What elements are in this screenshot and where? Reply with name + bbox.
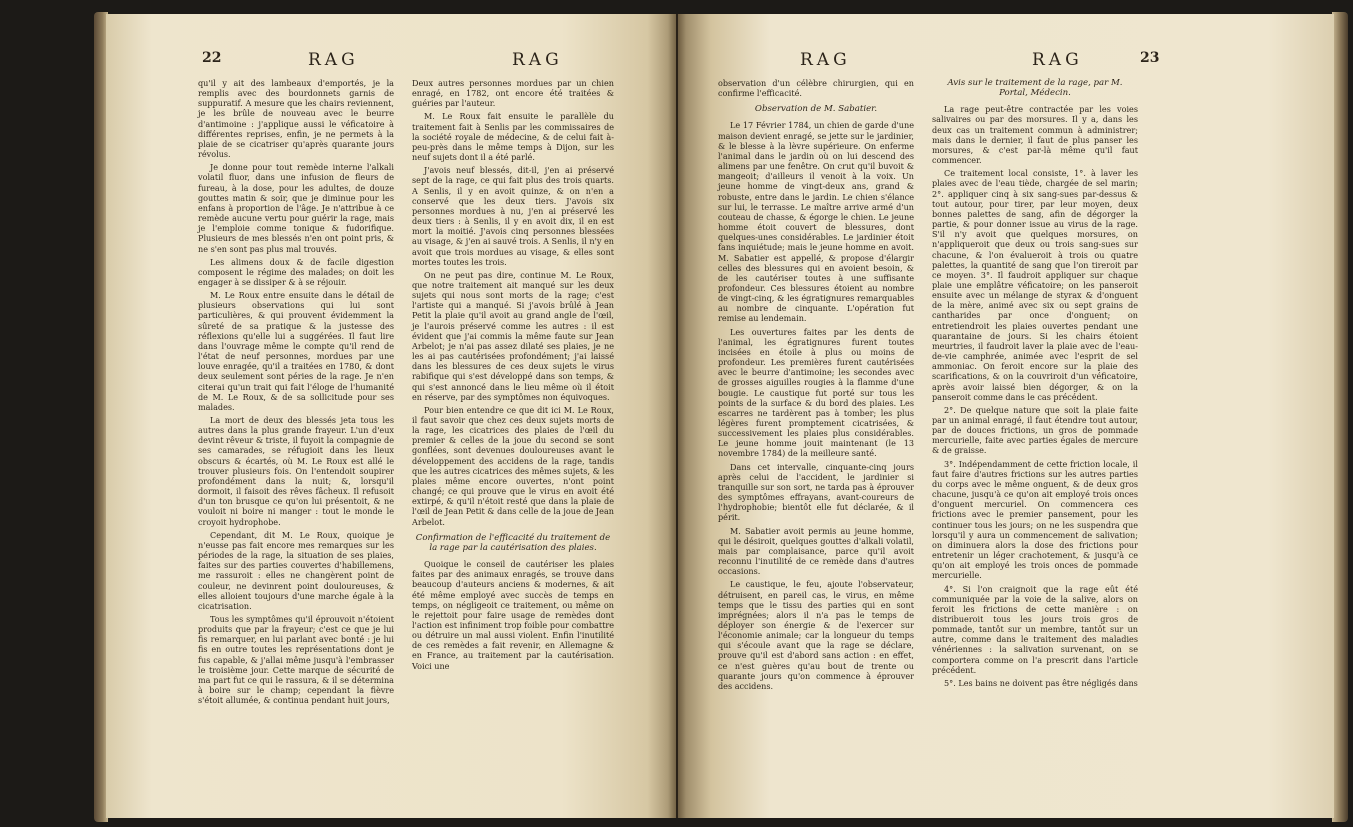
paragraph: Les alimens doux & de facile digestion composent le régime des malades; on doit les engager à se dissiper & à se réjouir.	[198, 256, 394, 287]
left-running-head-2: RAG	[512, 50, 563, 70]
section-heading: Observation de M. Sabatier.	[754, 104, 878, 115]
paragraph: Cependant, dit M. Le Roux, quoique je n'eusse pas fait encore mes remarques sur les périodes de la rage, la situation de ses plaies, faites sur des parties couvertes d'habillemens, me rassuroit : elles ne changèrent point de couleur, ne devinrent point douloureuses, & elles alloient toujours d'une marche égale à la cicatrisation.	[198, 529, 394, 611]
paragraph: Le 17 Février 1784, un chien de garde d'une maison devient enragé, se jette sur le jardinier, & le blesse à la lèvre supérieure. On enferme l'animal dans le jardin où on lui descend des alimens par une fenêtre. On crut qu'il buvoit & mangeoit; d'ailleurs il venoit à la voix. Un jeune homme de vingt-deux ans, grand & robuste, entre dans le jardin. Le chien s'élance sur lui, le terrasse. Le maître arrive armé d'un couteau de chasse, & égorge le chien. Le jeune homme étoit couvert de blessures, dont quelques-unes considérables. Le jardinier étoit fans inquiétude; mais le jeune homme en avoit. M. Sabatier est appellé, & propose d'élargir celles des blessures qui en avoient besoin, & de les cautériser toutes à une suffisante profondeur. Ces blessures étoient au nombre de vingt-cinq, & les égratignures remarquables au nombre de cinquante. L'opération fut remise au lendemain.	[718, 120, 914, 324]
paragraph: La mort de deux des blessés jeta tous les autres dans la plus grande frayeur. L'un d'eux devint rêveur & triste, il fuyoit la compagnie de ses camarades, se réfugioit dans les lieux obscurs & écartés, où M. Le Roux est allé le trouver plusieurs fois. On l'entendoit soupirer profondément dans la nuit; &, lorsqu'il dormoit, il faisoit des rêves fâcheux. Il refusoit d'un ton brusque ce qu'on lui présentoit, & ne vouloit ni boire ni manger : tout le monde le croyoit hydrophobe.	[198, 415, 394, 527]
paragraph: qu'il y ait des lambeaux d'emportés, je la remplis avec des bourdonnets garnis de suppuratif. A mesure que les chairs reviennent, je les brûle de nouveau avec le beurre d'antimoine : j'applique aussi le véficatoire à différentes reprises, enfin, je ne permets à la plaie de se cicatriser qu'après quarante jours révolus.	[198, 78, 394, 160]
paragraph: Je donne pour tout remède interne l'alkali volatil fluor, dans une infusion de fleurs de fureau, à la dose, pour les adultes, de douze gouttes matin & soir, que je diminue pour les enfans à proportion de l'âge. Je n'attribue à ce remède aucune vertu pour guérir la rage, mais je l'emploie comme tonique & fudorifique. Plusieurs de mes blessés n'en ont point pris, & ne s'en sont pas plus mal trouvés.	[198, 162, 394, 254]
paragraph: Pour bien entendre ce que dit ici M. Le Roux, il faut savoir que chez ces deux sujets morts de la rage, les cicatrices des plaies de l'œil du premier & celles de la joue du second se sont gonflées, sont devenues douloureuses avant le développement des accidens de la rage, tandis que les autres cicatrices des mêmes sujets, & les plaies même encore ouvertes, n'ont point changé; ce qui prouve que le virus en avoit été extirpé, & qu'il n'étoit resté que dans la plaie de l'œil de Jean Petit & dans celle de la joue de Jean Arbelot.	[412, 404, 614, 527]
right-column-2	[932, 78, 1138, 691]
paragraph: M. Le Roux fait ensuite le parallèle du traitement fait à Senlis par les commissaires de la société royale de médecine, & de celui fait à-peu-près dans le même temps à Dijon, sur les neuf sujets dont il a été parlé.	[412, 111, 614, 163]
right-column-1	[718, 78, 914, 694]
book-gutter	[668, 14, 686, 818]
left-running-head-1: RAG	[308, 50, 359, 70]
left-page-number: 22	[202, 50, 222, 66]
left-column-1	[198, 78, 394, 708]
paragraph: 4°. Si l'on craignoit que la rage eût été communiquée par la voie de la salive, alors on feroit les frictions de cette manière : on distribueroit tous les jours trois gros de pommade, tantôt sur un membre, tantôt sur un autre, comme dans le traitement des maladies vénériennes : la salivation survenant, on se comportera comme on l'a prescrit dans l'article précédent.	[932, 583, 1138, 675]
right-running-head-1: RAG	[800, 50, 851, 70]
paragraph: M. Sabatier avoit permis au jeune homme, qui le désiroit, quelques gouttes d'alkali volatil, mais par complaisance, parce qu'il avoit reconnu l'inutilité de ce remède dans d'autres occasions.	[718, 525, 914, 577]
paragraph: M. Le Roux entre ensuite dans le détail de plusieurs observations qui lui sont particulières, & qui prouvent évidemment la sûreté de sa pratique & la justesse des réflexions qu'elle lui a suggérées. Il faut lire dans l'ouvrage même le compte qu'il rend de l'état de neuf personnes, mordues par une louve enragée, qu'il a traitées en 1780, & dont deux seulement sont péries de la rage. Je n'en citerai qu'un trait qui fait l'éloge de l'humanité de M. Le Roux, & de sa sollicitude pour ses malades.	[198, 290, 394, 412]
paragraph: observation d'un célèbre chirurgien, qui en confirme l'efficacité.	[718, 78, 914, 99]
right-running-head-2: RAG	[1032, 50, 1083, 70]
book-edge-right	[1332, 12, 1348, 822]
paragraph: Les ouvertures faites par les dents de l'animal, les égratignures furent toutes incisées en étoile à plus ou moins de profondeur. Les premières furent cautérisées avec le beurre d'antimoine; les secondes avec de grosses aiguilles rougies à la flamme d'une bougie. Le caustique fut porté sur tous les points de la surface & du bord des plaies. Les escarres ne tardèrent pas à tomber; les plus légères furent promptement cicatrisées, & successivement les plaies plus considérables. Le jeune homme jouit maintenant (le 13 novembre 1784) de la meilleure santé.	[718, 326, 914, 459]
paragraph: Quoique le conseil de cautériser les plaies faites par des animaux enragés, se trouve dans beaucoup d'auteurs anciens & modernes, & ait été même employé avec succès de temps en temps, on négligeoit ce traitement, ou même on le rejettoit pour faire usage de remèdes dont l'action est infiniment trop foible pour combattre ou détruire un mal aussi violent. Enfin l'inutilité de ces remèdes a fait revenir, en Allemagne & en France, au traitement par la cautérisation. Voici une	[412, 559, 614, 671]
paragraph: 3°. Indépendamment de cette friction locale, il faut faire d'autres frictions sur les autres parties du corps avec le même onguent, & de deux gros chacune, jusqu'à ce qu'on ait employé trois onces d'onguent mercuriel. On commencera ces frictions avec le premier pansement, pour les continuer tous les jours; on ne les suspendra que lorsqu'il y aura un commencement de salivation; on diminuera alors la dose des frictions pour entretenir un léger crachotement, & jusqu'à ce qu'on ait employé les trois onces de pommade mercurielle.	[932, 458, 1138, 581]
paragraph: J'avois neuf blessés, dit-il, j'en ai préservé sept de la rage, ce qui fait plus des trois quarts. A Senlis, il y en avoit quinze, & on n'en a conservé que les deux tiers. J'avois six personnes mordues à nu, j'en ai préservé les deux tiers : à Senlis, il y en avoit dix, il en est mort la moitié. J'avois cinq personnes blessées au visage, & j'en ai sauvé trois. A Senlis, il n'y en avoit que trois mordues au visage, & elles sont mortes toutes les trois.	[412, 165, 614, 267]
left-column-2	[412, 78, 614, 674]
paragraph: 5°. Les bains ne doivent pas être négligés dans	[944, 677, 1138, 688]
paragraph: La rage peut-être contractée par les voies salivaires ou par des morsures. Il y a, dans les deux cas un traitement commun à administrer; mais dans le dernier, il faut de plus panser les morsures, & c'est par-là même qu'il faut commencer.	[932, 104, 1138, 166]
paragraph: Le caustique, le feu, ajoute l'observateur, détruisent, en pareil cas, le virus, en même temps que le tissu des parties qui en sont imprégnées; alors il n'a pas le temps de déployer son énergie & de l'exercer sur l'économie animale; car la longueur du temps qui s'écoule avant que la rage se déclare, prouve qu'il est d'abord sans action : en effet, ce n'est guères qu'au bout de trente ou quarante jours qu'on commence à éprouver des accidens.	[718, 579, 914, 691]
paragraph: Tous les symptômes qu'il éprouvoit n'étoient produits que par la frayeur; c'est ce que je lui fis remarquer, en lui parlant avec bonté : je lui fis en outre toutes les représentations dont je fus capable, & j'allai même jusqu'à l'embrasser le troisième jour. Cette marque de sécurité de ma part fut ce qui le rassura, & il se détermina à boire sur le champ; cependant la fièvre s'étoit allumée, & continua pendant huit jours,	[198, 613, 394, 706]
paragraph: Ce traitement local consiste, 1°. à laver les plaies avec de l'eau tiède, chargée de sel marin; 2°. appliquer cinq à six sang-sues par-dessus & tout autour, pour tirer, par leur moyen, deux bonnes palettes de sang, afin de dégorger la partie, & pour donner issue au virus de la rage. S'il n'y avoit que quelques morsures, on n'appliqueroit que deux ou trois sang-sues sur chacune, & l'on évalueroit à trois ou quatre palettes, la quantité de sang que l'on tireroit par ce moyen. 3°. Il faudroit appliquer sur chaque plaie une emplâtre véficatoire; on les panseroit ensuite avec un mélange de styrax & d'onguent de la mère, animé avec six ou sept grains de cantharides par once d'onguent; on entretiendroit les plaies ouvertes pendant une quarantaine de jours. Si les chairs étoient meurtries, il faudroit laver la plaie avec de l'eau-de-vie camphrée, animée avec l'esprit de sel ammoniac. On feroit encore sur la plaie des scarifications, & on la couvriroit d'un véficatoire, après avoir laissé bien dégorger, & on la panseroit comme dans le cas précédent.	[932, 168, 1138, 402]
right-page-number: 23	[1140, 50, 1160, 66]
section-heading: Avis sur le traitement de la rage, par M. Portal, Médecin.	[947, 78, 1123, 99]
paragraph: Dans cet intervalle, cinquante-cinq jours après celui de l'accident, le jardinier si tranquille sur son sort, ne tarda pas à éprouver des symptômes effrayans, avant-coureurs de l'hydrophobie; bientôt elle fut déclarée, & il périt.	[718, 461, 914, 523]
paragraph: Deux autres personnes mordues par un chien enragé, en 1782, ont encore été traitées & guéries par l'auteur.	[412, 78, 614, 109]
paragraph: On ne peut pas dire, continue M. Le Roux, que notre traitement ait manqué sur les deux sujets qui nous sont morts de la rage; c'est l'artiste qui a manqué. Si j'avois brûlé à Jean Petit la plaie qu'il avoit au grand angle de l'œil, je l'aurois préservé comme les autres : il est évident que j'ai commis la même faute sur Jean Arbelot; je n'ai pas assez dilaté ses plaies, je ne les ai pas cautérisées profondément; j'ai laissé dans les blessures de ces deux sujets le virus rabifique qui s'est développé dans son temps, & qui s'est annoncé dans le lieu même où il étoit en réserve, par des symptômes non équivoques.	[412, 269, 614, 402]
paragraph: 2°. De quelque nature que soit la plaie faite par un animal enragé, il faut étendre tout autour, par de douces frictions, un gros de pommade mercurielle, faite avec parties égales de mercure & de graisse.	[932, 404, 1138, 456]
section-heading: Confirmation de l'efficacité du traitement de la rage par la cautérisation des plaies.	[415, 532, 611, 553]
